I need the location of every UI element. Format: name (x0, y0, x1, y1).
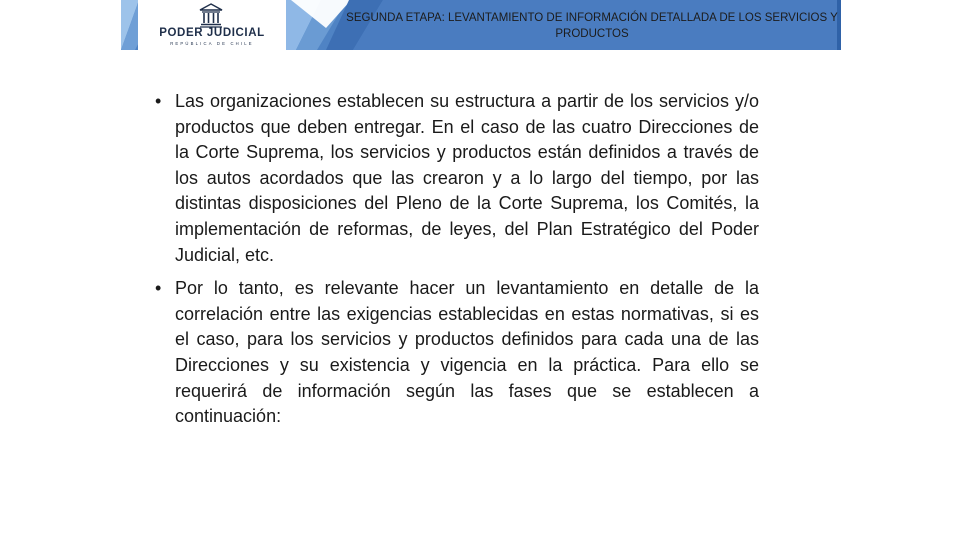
courthouse-icon (198, 2, 224, 28)
logo-subtitle: REPÚBLICA DE CHILE (170, 41, 254, 46)
bullet-item (155, 276, 759, 430)
bullet-item (155, 89, 759, 268)
slide-title: SEGUNDA ETAPA: LEVANTAMIENTO DE INFORMACIÓN DETALLADA DE LOS SERVICIOS Y PRODUCTOS (346, 12, 838, 40)
bullet-marker: • (155, 278, 162, 299)
logo-name: PODER JUDICIAL (159, 27, 265, 39)
bullet-marker: • (155, 91, 162, 111)
bullet-text: Las organizaciones establecen su estructura a partir de los servicios y/o productos que deben entregar. En el caso de las cuatro Direcciones de la Corte Suprema, los servicios y productos están definidos a través de los autos acordados que las crearon y a lo largo del tiempo, por las distintas disposiciones del Pleno de la Corte Suprema, los Comités, la implementación de reformas, de leyes, del Plan Estratégico del Poder Judicial, etc. (175, 91, 759, 265)
content-body (155, 89, 759, 438)
logo (138, 0, 286, 50)
bullet-text: Por lo tanto, es relevante hacer un levantamiento en detalle de la correlación entre las exigencias establecidas en estas normativas, si es el caso, para los servicios y productos definidos para cada una de las Direcciones y su existencia y vigencia en la práctica. Para ello se requerirá de información según las fases que se establecen a continuación: (175, 278, 759, 427)
